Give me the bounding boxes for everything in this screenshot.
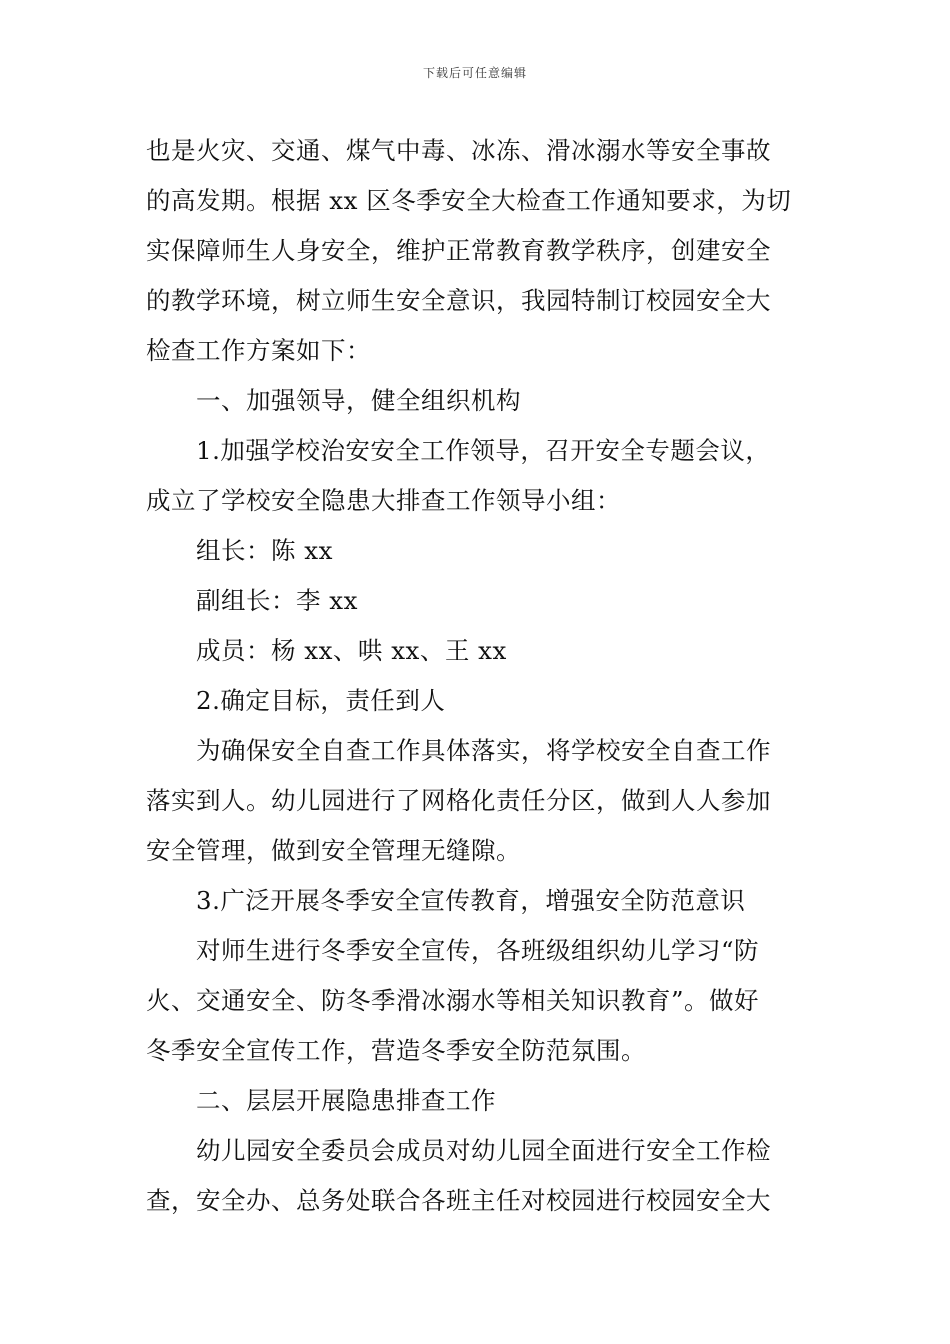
text-line: 3.广泛开展冬季安全宣传教育，增强安全防范意识: [196, 886, 746, 915]
text-line: 查，安全办、总务处联合各班主任对校园进行校园安全大: [146, 1186, 771, 1215]
text-line: 副组长：李 xx: [196, 586, 358, 615]
text-line: 幼儿园安全委员会成员对幼儿园全面进行安全工作检: [196, 1136, 771, 1165]
text-line: 检查工作方案如下：: [146, 336, 371, 365]
text-line: 成立了学校安全隐患大排查工作领导小组：: [146, 486, 621, 515]
text-line: 二、层层开展隐患排查工作: [196, 1086, 496, 1115]
text-line: 对师生进行冬季安全宣传，各班级组织幼儿学习“防: [196, 936, 760, 965]
text-line: 安全管理，做到安全管理无缝隙。: [146, 836, 521, 865]
page-header: 下载后可任意编辑: [422, 66, 527, 80]
text-line: 火、交通安全、防冬季滑冰溺水等相关知识教育”。做好: [146, 986, 760, 1015]
text-line: 冬季安全宣传工作，营造冬季安全防范氛围。: [146, 1036, 646, 1065]
text-line: 组长：陈 xx: [196, 536, 333, 565]
text-line: 成员：杨 xx、哄 xx、王 xx: [196, 636, 507, 665]
text-line: 2.确定目标，责任到人: [196, 686, 446, 715]
text-line: 为确保安全自查工作具体落实，将学校安全自查工作: [196, 736, 771, 765]
text-line: 1.加强学校治安安全工作领导，召开安全专题会议，: [196, 436, 771, 465]
text-line: 一、加强领导，健全组织机构: [196, 386, 521, 415]
text-line: 的教学环境，树立师生安全意识，我园特制订校园安全大: [146, 286, 771, 315]
document-body: [146, 126, 806, 1226]
text-line: 也是火灾、交通、煤气中毒、冰冻、滑冰溺水等安全事故: [146, 136, 771, 165]
text-line: 的高发期。根据 xx 区冬季安全大检查工作通知要求，为切: [146, 186, 792, 215]
text-line: 实保障师生人身安全，维护正常教育教学秩序，创建安全: [146, 236, 771, 265]
text-line: 落实到人。幼儿园进行了网格化责任分区，做到人人参加: [146, 786, 771, 815]
